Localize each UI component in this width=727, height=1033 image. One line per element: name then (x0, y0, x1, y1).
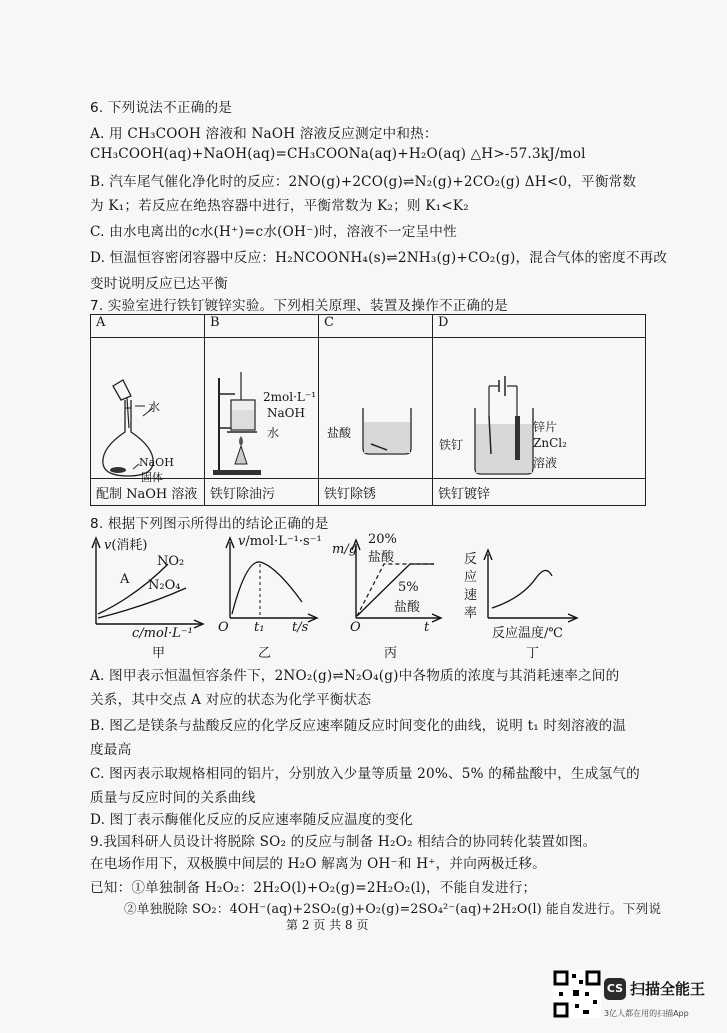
q8-stem: 8. 根据下列图示所得出的结论正确的是 (90, 516, 329, 532)
q6-option-d: D. 恒温恒容密闭容器中反应：H₂NCOONH₄(s)⇌2NH₃(g)+CO₂(g)，混合气体的密度不再改 (90, 250, 668, 266)
header-d: D (433, 315, 646, 338)
q8-option-d: D. 图丁表示酶催化反应的反应速率随反应温度的变化 (90, 812, 414, 828)
q6-option-b: B. 汽车尾气催化净化时的反应：2NO(g)+2CO(g)⇌N₂(g)+2CO₂(g) ΔH<0，平衡常数 (90, 174, 637, 190)
x-label: t/s (292, 620, 309, 635)
graph-jia (86, 534, 206, 660)
y-label-char: 反 (464, 552, 478, 567)
y-label: v/mol·L⁻¹·s⁻¹ (238, 534, 322, 549)
q8-option-c: C. 图丙表示取规格相同的铝片，分别放入少量等质量 20%、5% 的稀盐酸中，生成氢气的 (90, 766, 640, 782)
q6-option-a-equation: CH₃COOH(aq)+NaOH(aq)=CH₃COONa(aq)+H₂O(aq) △H>-57.3kJ/mol (90, 146, 586, 162)
origin: O (218, 620, 229, 635)
label-naoh: NaOH (139, 456, 174, 469)
caption-b: 铁钉除油污 (205, 479, 319, 506)
graph-yi (216, 534, 320, 660)
rate-curve (232, 562, 302, 614)
q8-option-b: B. 图乙是镁条与盐酸反应的化学反应速率随反应时间变化的曲线，说明 t₁ 时刻溶液的温 (90, 718, 627, 734)
label-5pct: 5% (398, 580, 419, 595)
caption-c: 铁钉除锈 (319, 479, 433, 506)
watermark-title: 扫描全能王 (630, 980, 706, 998)
header-a: A (91, 315, 205, 338)
graph-name: 丁 (526, 646, 540, 661)
label-20pct-acid: 盐酸 (368, 550, 395, 565)
label-5pct-acid: 盐酸 (394, 600, 421, 615)
enzyme-curve (492, 570, 552, 608)
apparatus-b (205, 338, 319, 479)
q9-line-2: 在电场作用下，双极膜中间层的 H₂O 解离为 OH⁻和 H⁺，并向两极迁移。 (90, 856, 546, 872)
header-b: B (205, 315, 319, 338)
graph-name: 丙 (384, 646, 398, 661)
graph-bing (332, 532, 444, 661)
origin: O (350, 620, 361, 635)
apparatus-d (433, 338, 646, 479)
label-hcl: 盐酸 (327, 426, 352, 440)
series-label-n2o4: N₂O₄ (148, 578, 181, 593)
label-water-b: 水 (267, 426, 280, 440)
q7-stem: 7. 实验室进行铁钉镀锌实验。下列相关原理、装置及操作不正确的是 (90, 298, 508, 314)
label-20pct: 20% (368, 532, 397, 547)
apparatus-a (91, 338, 205, 484)
label-naoh-b: NaOH (267, 406, 305, 420)
q6-option-b-cont: 为 K₁；若反应在绝热容器中进行，平衡常数为 K₂；则 K₁<K₂ (90, 198, 469, 214)
q8-option-a-cont: 关系，其中交点 A 对应的状态为化学平衡状态 (90, 692, 372, 708)
q8-option-b-cont: 度最高 (90, 742, 132, 758)
beaker-icon (319, 338, 431, 478)
label-zinc: 锌片 (533, 420, 558, 434)
x-label: 反应温度/℃ (492, 626, 563, 641)
y-label: m/g (332, 542, 358, 557)
label-zncl2: ZnCl₂ (533, 436, 567, 450)
q6-option-d-cont: 变时说明反应已达平衡 (90, 276, 228, 292)
q9-line-4: ②单独脱除 SO₂：4OH⁻(aq)+2SO₂(g)+O₂(g)=2SO₄²⁻(aq)+2H₂O(l) 能自发进行。下列说 (124, 901, 662, 916)
q8-option-c-cont: 质量与反应时间的关系曲线 (90, 790, 256, 806)
caption-d: 铁钉镀锌 (433, 479, 646, 506)
q8-option-a: A. 图甲表示恒温恒容条件下，2NO₂(g)⇌N₂O₄(g)中各物质的浓度与其消耗速率之间的 (90, 668, 620, 684)
q9-line-1: 9.我国科研人员设计将脱除 SO₂ 的反应与制备 H₂O₂ 相结合的协同转化装置如图。 (90, 834, 597, 850)
graph-name: 甲 (152, 646, 166, 661)
apparatus-c (319, 338, 433, 479)
label-solid: 固体 (141, 471, 163, 484)
qr-code (553, 970, 601, 1018)
q6-option-c: C. 由水电离出的c水(H⁺)=c水(OH⁻)时，溶液不一定呈中性 (90, 224, 457, 240)
graph-name: 乙 (258, 646, 272, 661)
watermark-subtitle: 3亿人都在用的扫描App (604, 1009, 689, 1018)
label-nail: 铁钉 (439, 438, 464, 452)
camscanner-logo-icon: CS (604, 978, 626, 1000)
series-label-no2: NO₂ (157, 554, 185, 569)
q6-option-a: A. 用 CH₃COOH 溶液和 NaOH 溶液反应测定中和热： (90, 126, 438, 142)
caption-a: 配制 NaOH 溶液 (91, 479, 205, 506)
x-label: c/mol·L⁻¹ (132, 626, 193, 641)
y-label-char: 速 (464, 588, 478, 603)
t1-tick: t₁ (254, 620, 265, 635)
y-label-char: 应 (464, 570, 478, 585)
label-water: 水 (148, 400, 161, 414)
label-conc: 2mol·L⁻¹ (263, 390, 317, 404)
page-footer: 第 2 页 共 8 页 (286, 918, 369, 932)
q7-apparatus-table (90, 314, 646, 506)
y-label-char: 率 (464, 606, 478, 621)
graph-ding (462, 534, 582, 660)
y-label: v(消耗) (104, 538, 148, 553)
label-solution: 溶液 (533, 456, 558, 470)
q9-line-3: 已知：①单独制备 H₂O₂：2H₂O(l)+O₂(g)=2H₂O₂(l)，不能自发进行； (90, 880, 537, 896)
x-label: t (424, 620, 430, 635)
point-a: A (120, 572, 130, 587)
header-c: C (319, 315, 433, 338)
q6-stem: 6. 下列说法不正确的是 (90, 100, 233, 116)
